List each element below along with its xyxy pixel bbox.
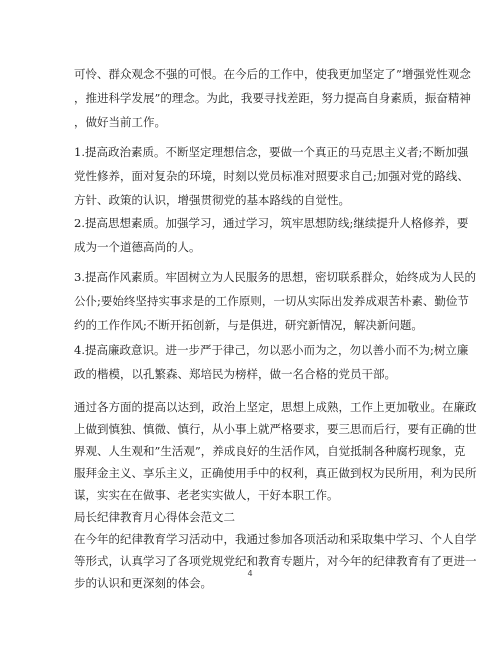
text-line: 2.提高思想素质。加强学习，通过学习，筑牢思想防线;继续提升人格修养，要 <box>74 216 469 230</box>
text-line: 公仆;要始终坚持实事求是的工作原则，一切从实际出发养成艰苦朴素、勤俭节 <box>74 294 469 308</box>
text-line: 谋，实实在在做事、老老实实做人，干好本职工作。 <box>74 488 339 502</box>
text-line: 通过各方面的提高以达到，政治上坚定，思想上成熟，工作上更加敬业。在廉政 <box>74 400 477 414</box>
paragraph-intro <box>74 62 471 134</box>
text-line: 成为一个道德高尚的人。 <box>74 240 201 254</box>
paragraph-political-quality <box>74 140 469 212</box>
page-number: 4 <box>247 569 253 578</box>
text-line: 政的楷模，以孔繁森、郑培民为榜样，做一名合格的党员干部。 <box>74 367 396 381</box>
paragraph-integrity <box>74 338 469 386</box>
text-line: 党性修养，面对复杂的环境，时刻以党员标准对照要求自己;加强对党的路线、 <box>74 169 469 183</box>
text-line: 上做到慎独、慎微、慎行，从小事上就严格要求，要三思而后行，要有正确的世 <box>74 422 477 436</box>
text-line: ，做好当前工作。 <box>74 115 166 129</box>
paragraph-second-essay <box>74 528 477 594</box>
paragraph-summary <box>74 396 477 528</box>
text-line: 等形式，认真学习了各项党规党纪和教育专题片，对今年的纪律教育有了更进一 <box>74 554 477 568</box>
text-line: 方针、政策的认识，增强贯彻党的基本路线的自觉性。 <box>74 193 350 207</box>
text-line: 步的认识和更深刻的体会。 <box>74 576 212 590</box>
text-line: 服拜金主义、享乐主义，正确使用手中的权利，真正做到权为民所用，利为民所 <box>74 466 477 480</box>
text-line: ，推进科学发展”的理念。为此，我要寻找差距，努力提高自身素质，振奋精神 <box>74 91 471 105</box>
text-line: 约的工作作风;不断开拓创新，与是俱进，研究新情况，解决新问题。 <box>74 318 423 332</box>
text-line: 界观、人生观和”生活观”，养成良好的生活作风，自觉抵制各种腐朽现象，克 <box>74 444 466 458</box>
section-heading: 局长纪律教育月心得体会范文二 <box>74 510 235 524</box>
text-line: 4.提高廉政意识。进一步严于律己，勿以恶小而为之，勿以善小而不为;树立廉 <box>74 343 469 357</box>
text-line: 3.提高作风素质。牢固树立为人民服务的思想，密切联系群众，始终成为人民的 <box>74 270 476 284</box>
text-line: 1.提高政治素质。不断坚定理想信念，要做一个真正的马克思主义者;不断加强 <box>74 145 469 159</box>
paragraph-ideological-quality <box>74 211 469 259</box>
paragraph-work-style <box>74 265 476 337</box>
text-line: 在今年的纪律教育学习活动中，我通过参加各项活动和采取集中学习、个人自学 <box>74 532 477 546</box>
text-line: 可怜、群众观念不强的可恨。在今后的工作中，使我更加坚定了”增强党性观念 <box>74 67 471 81</box>
